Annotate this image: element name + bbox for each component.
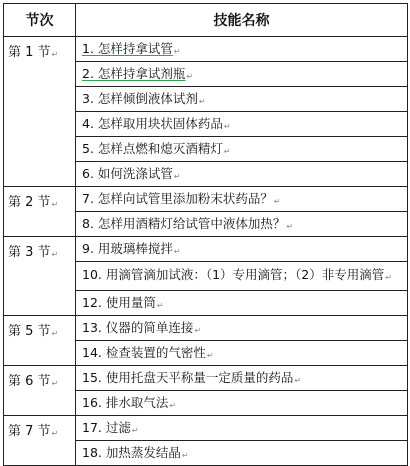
paragraph-mark: ↵ [51,50,59,59]
section-label: 第 7 节↵ [4,416,76,466]
section-label: 第 3 节↵ [4,237,76,316]
skill-item: 10. 用滴管滴加试液：（1）专用滴管；（2）非专用滴管↵ [76,261,407,290]
skills-table [3,3,408,466]
paragraph-mark: ↵ [206,351,214,360]
skill-list [76,237,408,316]
paragraph-mark: ↵ [131,426,139,435]
paragraph-mark: ↵ [51,429,59,438]
document-page [3,3,407,466]
table-header-row [4,4,408,37]
paragraph-mark: ↵ [223,122,231,131]
skill-item: 3. 怎样倾倒液体试剂↵ [76,86,407,111]
paragraph-mark: ↵ [294,376,302,385]
section-label: 第 5 节↵ [4,316,76,366]
skill-list [76,366,408,416]
paragraph-mark: ↵ [186,72,194,81]
skill-item: 9. 用玻璃棒搅拌↵ [82,241,181,256]
skill-list [76,187,408,237]
skill-item: 4. 怎样取用块状固体药品↵ [76,111,407,136]
paragraph-mark: ↵ [385,273,392,282]
paragraph-mark: ↵ [223,147,231,156]
section-label: 第 1 节↵ [4,37,76,187]
section-label: 第 2 节↵ [4,187,76,237]
skill-item: 17. 过滤↵ [82,420,139,435]
skill-item: 18. 加热蒸发结晶↵ [76,440,407,465]
header-section: 节次 [4,4,76,37]
header-skill-name: 技能名称 [76,4,408,37]
section-label: 第 6 节↵ [4,366,76,416]
skill-item: 8. 怎样用酒精灯给试管中液体加热？↵ [76,211,407,236]
paragraph-mark: ↵ [286,222,294,231]
skill-list [76,416,408,466]
skill-list [76,316,408,366]
paragraph-mark: ↵ [198,97,206,106]
paragraph-mark: ↵ [173,172,181,181]
table-row [4,187,408,237]
paragraph-mark: ↵ [273,197,281,206]
table-row [4,37,408,187]
paragraph-mark: ↵ [156,301,164,310]
table-row [4,366,408,416]
paragraph-mark: ↵ [51,329,59,338]
skill-item: 1. 怎样持拿试管↵ [82,41,181,56]
paragraph-mark: ↵ [51,379,59,388]
skill-item: 14. 检查装置的气密性↵ [76,340,407,365]
skill-item: 6. 如何洗涤试管↵ [76,161,407,186]
paragraph-mark: ↵ [181,451,189,460]
paragraph-mark: ↵ [194,326,202,335]
table-row [4,316,408,366]
skill-item: 15. 使用托盘天平称量一定质量的药品↵ [82,370,302,385]
paragraph-mark: ↵ [169,401,177,410]
skill-item: 5. 怎样点燃和熄灭酒精灯↵ [76,136,407,161]
paragraph-mark: ↵ [51,200,59,209]
skill-list [76,37,408,187]
skill-item: 12. 使用量筒↵ [76,290,407,315]
paragraph-mark: ↵ [51,250,59,259]
skill-item: 2. 怎样持拿试剂瓶↵ [76,61,407,86]
table-row [4,237,408,316]
paragraph-mark: ↵ [173,247,181,256]
skill-item: 13. 仪器的简单连接↵ [82,320,202,335]
table-row [4,416,408,466]
skill-item: 7. 怎样向试管里添加粉末状药品？↵ [82,191,281,206]
paragraph-mark: ↵ [173,47,181,56]
skill-item: 16. 排水取气法↵ [76,390,407,415]
